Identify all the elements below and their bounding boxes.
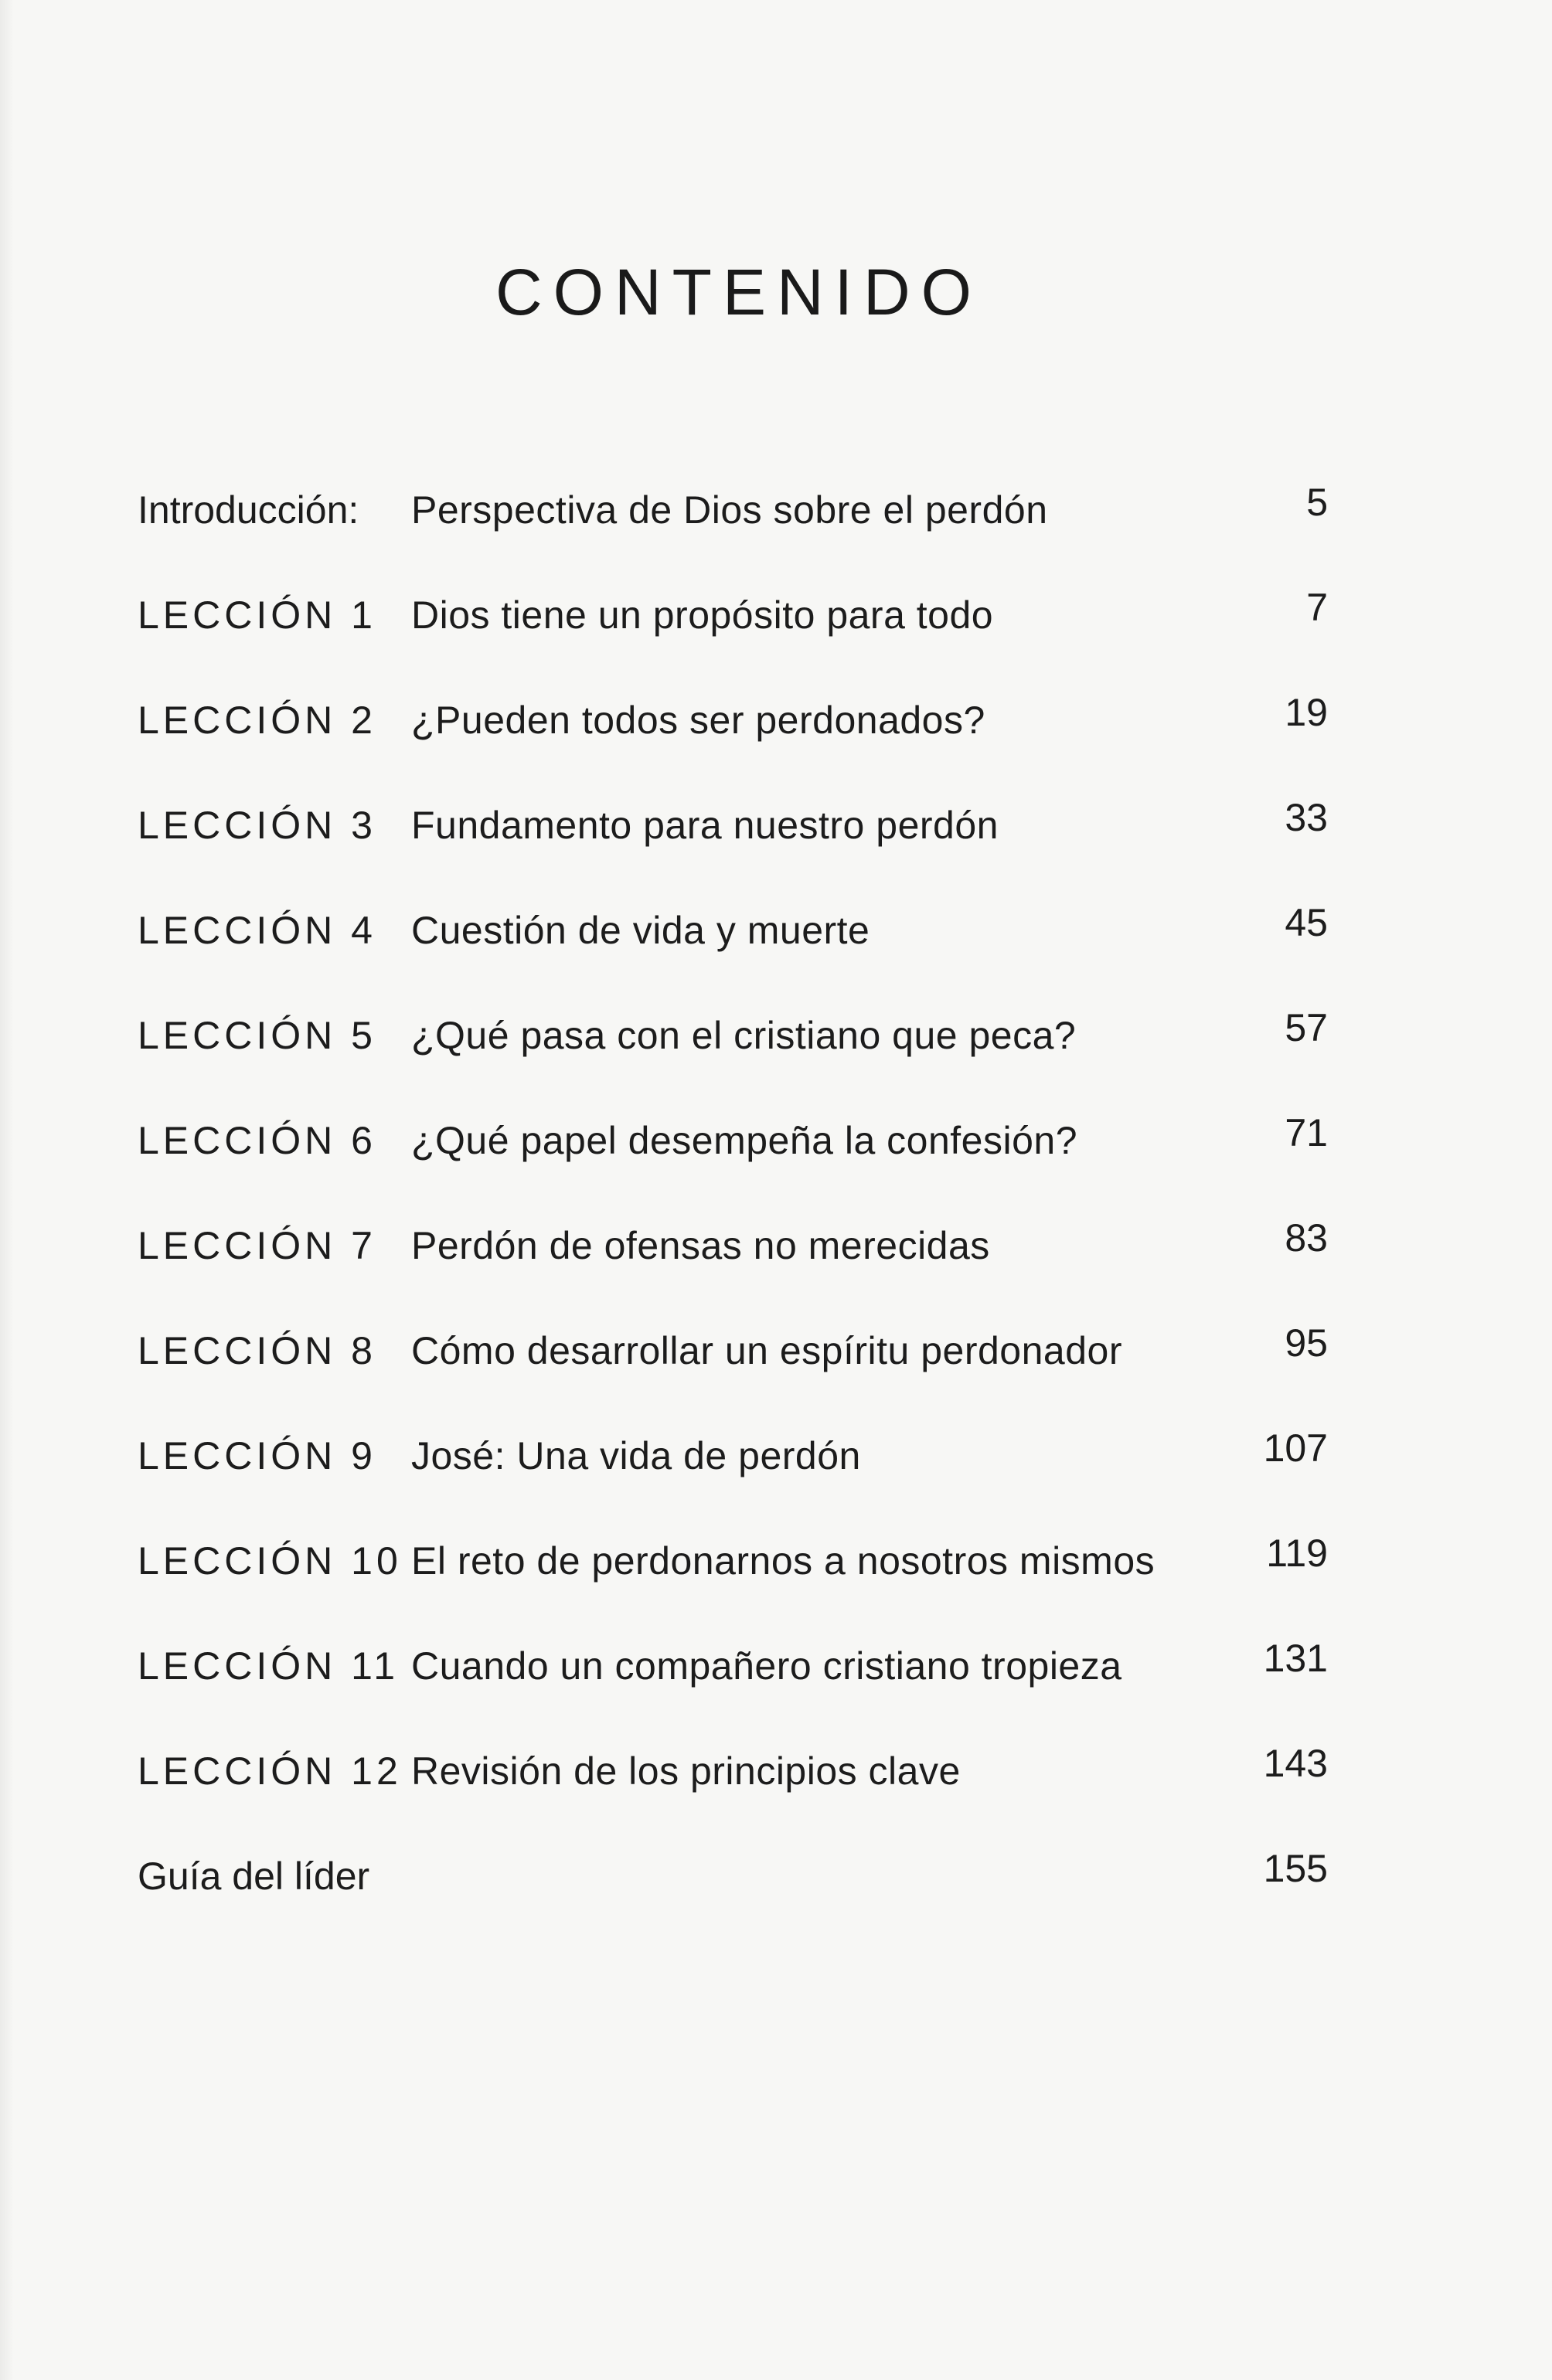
toc-entry-lesson-7 bbox=[138, 1211, 1328, 1316]
entry-page-number: 143 bbox=[1263, 1742, 1328, 1785]
entry-label: LECCIÓN 3 bbox=[138, 804, 376, 847]
entry-title: El reto de perdonarnos a nosotros mismos bbox=[411, 1539, 1155, 1583]
toc-entry-lesson-1 bbox=[138, 580, 1328, 685]
entry-title: Cómo desarrollar un espíritu perdonador bbox=[411, 1329, 1122, 1372]
entry-title: Revisión de los principios clave bbox=[411, 1749, 961, 1793]
entry-page-number: 33 bbox=[1285, 796, 1328, 839]
toc-entry-lesson-6 bbox=[138, 1106, 1328, 1211]
entry-title: Perdón de ofensas no merecidas bbox=[411, 1224, 990, 1267]
entry-title: Fundamento para nuestro perdón bbox=[411, 804, 999, 847]
entry-label: Introducción: bbox=[138, 488, 359, 532]
entry-label: LECCIÓN 8 bbox=[138, 1329, 376, 1372]
toc-entry-lesson-8 bbox=[138, 1316, 1328, 1421]
entry-page-number: 19 bbox=[1285, 691, 1328, 734]
toc-entry-lesson-4 bbox=[138, 896, 1328, 1001]
toc-entry-lesson-5 bbox=[138, 1001, 1328, 1106]
entry-title: ¿Pueden todos ser perdonados? bbox=[411, 699, 985, 742]
entry-label: LECCIÓN 7 bbox=[138, 1224, 376, 1267]
entry-title: Dios tiene un propósito para todo bbox=[411, 593, 994, 637]
entry-page-number: 131 bbox=[1263, 1637, 1328, 1680]
toc-entry-lesson-12 bbox=[138, 1736, 1328, 1841]
entry-page-number: 95 bbox=[1285, 1321, 1328, 1365]
entry-label: LECCIÓN 4 bbox=[138, 909, 376, 952]
entry-label: LECCIÓN 6 bbox=[138, 1119, 376, 1162]
toc-entry-lesson-10 bbox=[138, 1526, 1328, 1631]
toc-entry-introduction bbox=[138, 475, 1328, 580]
entry-page-number: 5 bbox=[1306, 481, 1328, 524]
entry-label: LECCIÓN 2 bbox=[138, 699, 376, 742]
entry-label: LECCIÓN 12 bbox=[138, 1749, 402, 1793]
entry-label: LECCIÓN 11 bbox=[138, 1644, 400, 1688]
page-title: CONTENIDO bbox=[495, 256, 982, 328]
entry-title: Perspectiva de Dios sobre el perdón bbox=[411, 488, 1048, 532]
toc-entry-lesson-9 bbox=[138, 1421, 1328, 1526]
toc-entry-lesson-2 bbox=[138, 685, 1328, 790]
entry-label: Guía del líder bbox=[138, 1855, 370, 1898]
entry-title: Cuestión de vida y muerte bbox=[411, 909, 870, 952]
entry-label: LECCIÓN 10 bbox=[138, 1539, 402, 1583]
entry-page-number: 107 bbox=[1263, 1426, 1328, 1470]
toc-entry-lesson-3 bbox=[138, 790, 1328, 896]
entry-page-number: 83 bbox=[1285, 1216, 1328, 1260]
entry-label: LECCIÓN 1 bbox=[138, 593, 376, 637]
entry-page-number: 45 bbox=[1285, 901, 1328, 944]
entry-label: LECCIÓN 9 bbox=[138, 1434, 376, 1477]
entry-label: LECCIÓN 5 bbox=[138, 1014, 376, 1057]
entry-title: ¿Qué pasa con el cristiano que peca? bbox=[411, 1014, 1077, 1057]
table-of-contents bbox=[138, 475, 1328, 1946]
entry-page-number: 119 bbox=[1266, 1532, 1328, 1575]
entry-page-number: 57 bbox=[1285, 1006, 1328, 1049]
entry-page-number: 155 bbox=[1263, 1847, 1328, 1890]
entry-page-number: 71 bbox=[1285, 1111, 1328, 1154]
toc-entry-leader-guide bbox=[138, 1841, 1328, 1946]
entry-title: José: Una vida de perdón bbox=[411, 1434, 861, 1477]
entry-title: Cuando un compañero cristiano tropieza bbox=[411, 1644, 1122, 1688]
toc-entry-lesson-11 bbox=[138, 1631, 1328, 1736]
entry-page-number: 7 bbox=[1306, 586, 1328, 629]
entry-title: ¿Qué papel desempeña la confesión? bbox=[411, 1119, 1078, 1162]
